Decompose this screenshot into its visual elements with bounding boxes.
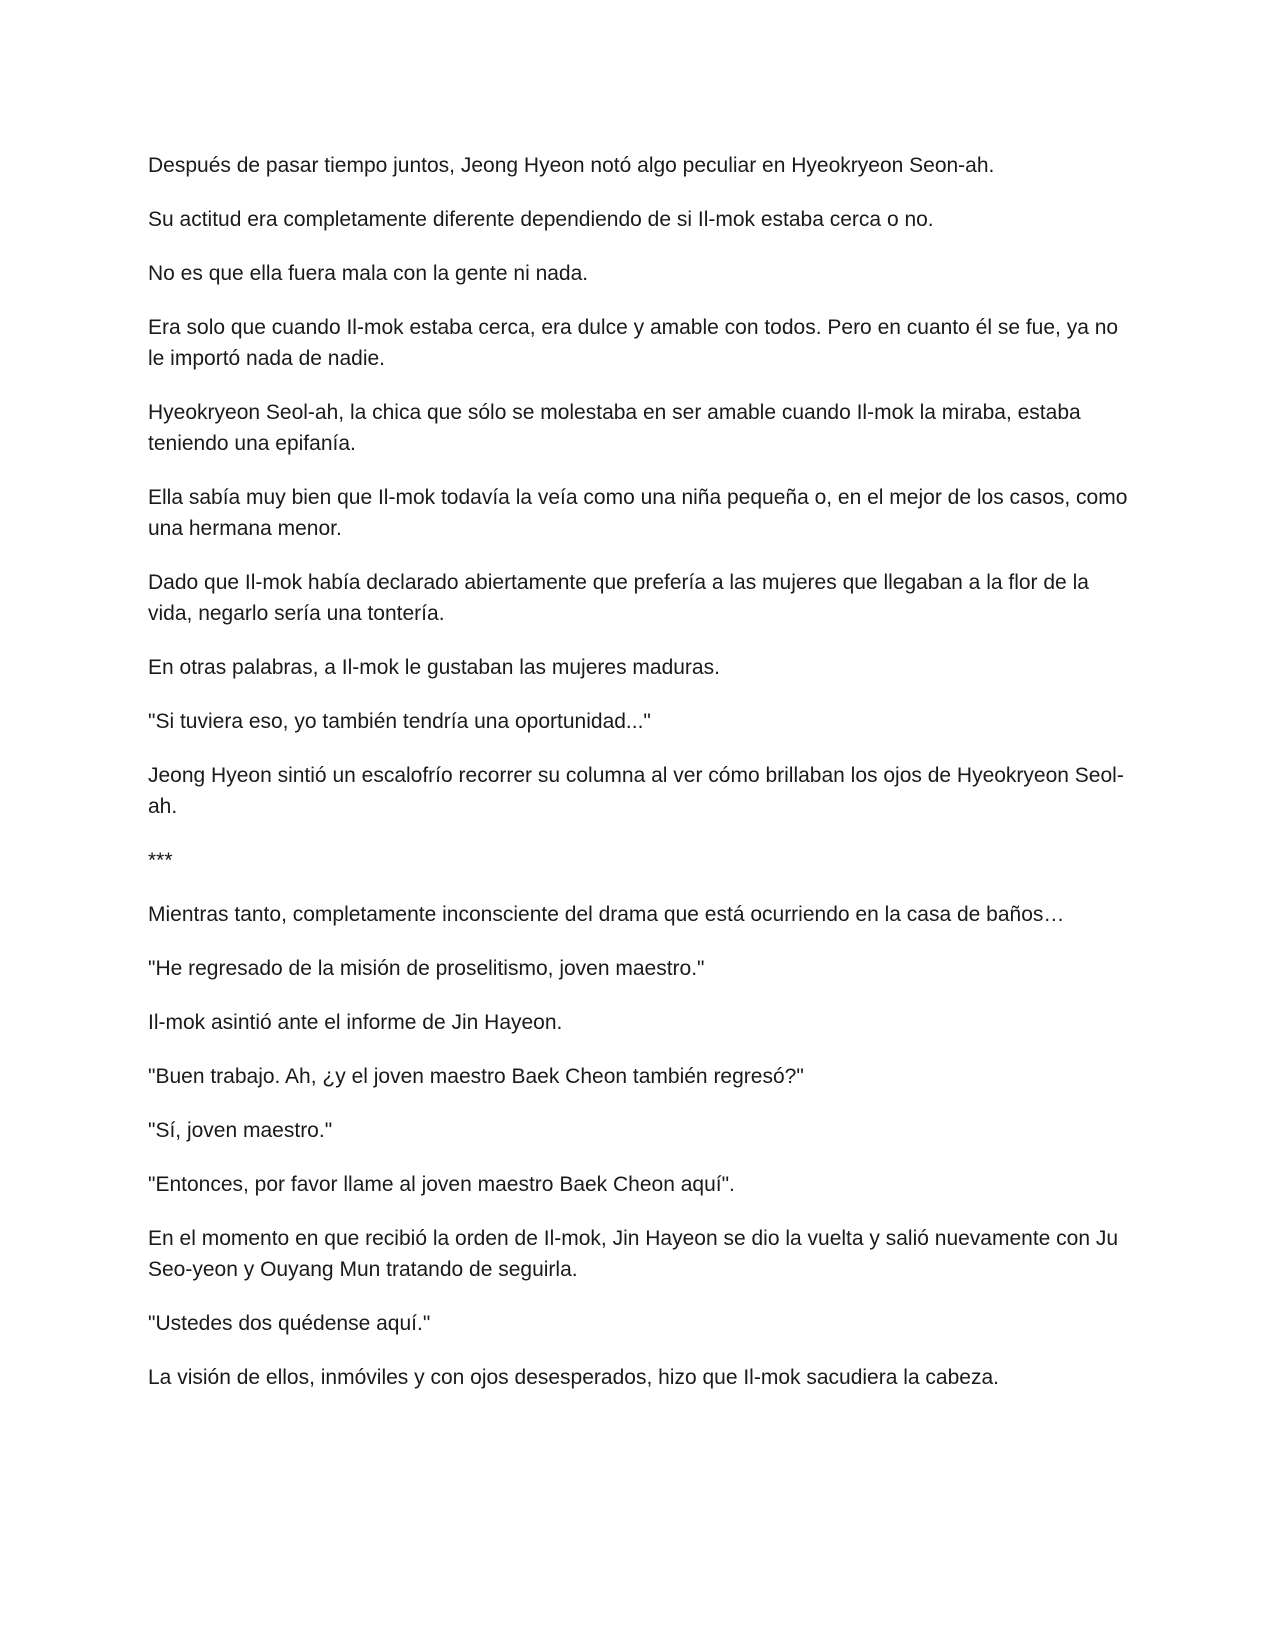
paragraph: "He regresado de la misión de proselitismo, joven maestro."	[148, 957, 705, 980]
paragraph: Dado que Il-mok había declarado abiertamente que prefería a las mujeres que llegaban a la flor de la vida, negarlo sería una tontería.	[148, 571, 1089, 625]
paragraph: En otras palabras, a Il-mok le gustaban las mujeres maduras.	[148, 656, 720, 679]
paragraph: "Ustedes dos quédense aquí."	[148, 1312, 431, 1335]
paragraph: Ella sabía muy bien que Il-mok todavía la veía como una niña pequeña o, en el mejor de los casos, como una hermana menor.	[148, 486, 1128, 540]
scene-break: ***	[148, 849, 173, 872]
paragraph: Il-mok asintió ante el informe de Jin Hayeon.	[148, 1011, 563, 1034]
paragraph: Era solo que cuando Il-mok estaba cerca, era dulce y amable con todos. Pero en cuanto él se fue, ya no le importó nada de nadie.	[148, 316, 1119, 370]
paragraph: "Buen trabajo. Ah, ¿y el joven maestro Baek Cheon también regresó?"	[148, 1065, 804, 1088]
paragraph: Su actitud era completamente diferente dependiendo de si Il-mok estaba cerca o no.	[148, 208, 934, 231]
paragraph: Jeong Hyeon sintió un escalofrío recorrer su columna al ver cómo brillaban los ojos de Hyeokryeon Seol-ah.	[148, 764, 1124, 818]
paragraph: "Entonces, por favor llame al joven maestro Baek Cheon aquí".	[148, 1173, 735, 1196]
paragraph: Mientras tanto, completamente inconsciente del drama que está ocurriendo en la casa de baños…	[148, 903, 1065, 926]
paragraph: "Sí, joven maestro."	[148, 1119, 333, 1142]
paragraph: En el momento en que recibió la orden de Il-mok, Jin Hayeon se dio la vuelta y salió nuevamente con Ju Seo-yeon y Ouyang Mun tratando de seguirla.	[148, 1227, 1119, 1281]
paragraph: No es que ella fuera mala con la gente ni nada.	[148, 262, 589, 285]
paragraph: La visión de ellos, inmóviles y con ojos desesperados, hizo que Il-mok sacudiera la cabeza.	[148, 1366, 999, 1389]
paragraph: "Si tuviera eso, yo también tendría una oportunidad..."	[148, 710, 651, 733]
paragraph: Hyeokryeon Seol-ah, la chica que sólo se molestaba en ser amable cuando Il-mok la miraba, estaba teniendo una epifanía.	[148, 401, 1081, 455]
paragraph: Después de pasar tiempo juntos, Jeong Hyeon notó algo peculiar en Hyeokryeon Seon-ah.	[148, 154, 995, 177]
document-body	[148, 150, 1128, 1416]
